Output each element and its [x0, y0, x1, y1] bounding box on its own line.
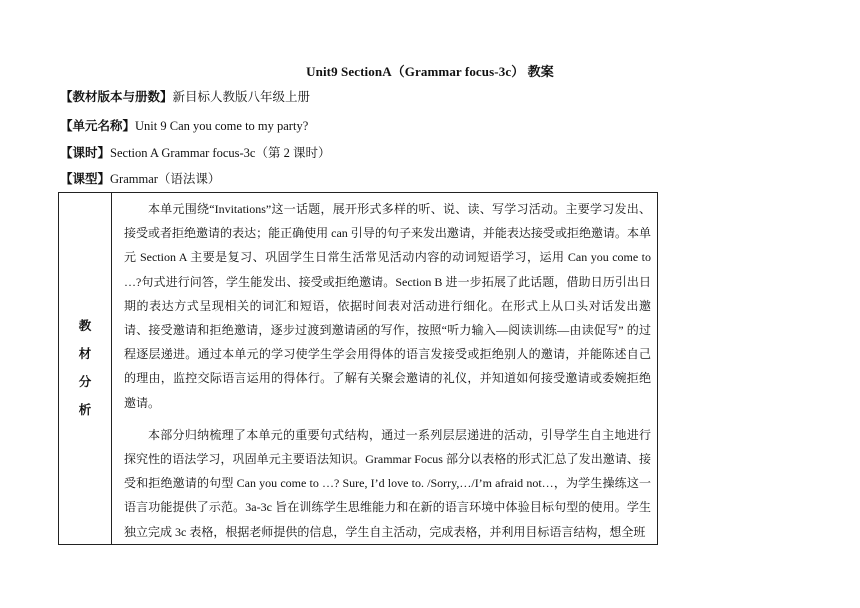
analysis-paragraph: 本单元围绕“Invitations”这一话题，展开形式多样的听、说、读、写学习活动。主要学习发出、接受或者拒绝邀请的表达；能正确使用 can 引导的句子来发出邀请，并能表达接受或拒绝邀请。本单元 Section A 主要是复习、巩固学生日常生活常见活动内容的动词短语学习，运用 Can you come to …?句式进行问答，学生能发出、接受或拒绝邀请。Section B 进一步拓展了此话题，借助日历引出日期的表达方式呈现相关的词汇和短语，依据时间表对活动进行细化。在形式上从口头对话发出邀请、接受邀请和拒绝邀请，逐步过渡到邀请函的写作，按照“听力输入—阅读训练—由读促写” 的过程逐层递进。通过本单元的学习使学生学会用得体的语言发接受或拒绝别人的邀请，并能陈述自己的理由，监控交际语言运用的得体行。了解有关聚会邀请的礼仪，并知道如何接受邀请或委婉拒绝邀请。 [124, 202, 651, 410]
unit-value: Unit 9 Can you come to my party? [135, 119, 309, 133]
lesson-label: 【课时】 [60, 146, 111, 160]
type-line [60, 169, 220, 187]
edition-label: 【教材版本与册数】 [60, 90, 173, 104]
heading-char: 材 [78, 347, 92, 362]
analysis-content-cell [112, 193, 658, 545]
edition-value: 新目标人教版八年级上册 [172, 90, 311, 104]
lesson-line [60, 143, 330, 161]
analysis-paragraph: 本部分归纳梳理了本单元的重要句式结构，通过一系列层层递进的活动，引导学生自主地进行探究性的语法学习，巩固单元主要语法知识。Grammar Focus 部分以表格的形式汇总了发出邀请、接受和拒绝邀请的句型 Can you come to …? Sure, I’d love to. /Sorry,…/I’m afraid not…，为学生操练这一语言功能提供了示范。3a-3c 旨在训练学生思维能力和在新的语言环境中体验目标句型的使用。学生独立完成 3c 表格，根据老师提供的信息，学生自主活动，完成表格，并利用目标语言结构，想全班 [124, 427, 651, 539]
document-title: Unit9 SectionA（Grammar focus-3c） 教案 [306, 64, 554, 79]
heading-char: 析 [78, 403, 92, 418]
table-row [59, 193, 658, 545]
unit-label: 【单元名称】 [60, 119, 136, 133]
lesson-value: Section A Grammar focus-3c（第 2 课时） [110, 146, 331, 160]
unit-line [60, 116, 308, 134]
type-label: 【课型】 [60, 172, 111, 186]
analysis-heading-cell [59, 193, 112, 545]
heading-char: 分 [78, 375, 92, 390]
edition-line [60, 87, 310, 105]
type-value: Grammar（语法课） [110, 172, 221, 186]
heading-char: 教 [78, 319, 92, 334]
analysis-table [58, 192, 658, 545]
